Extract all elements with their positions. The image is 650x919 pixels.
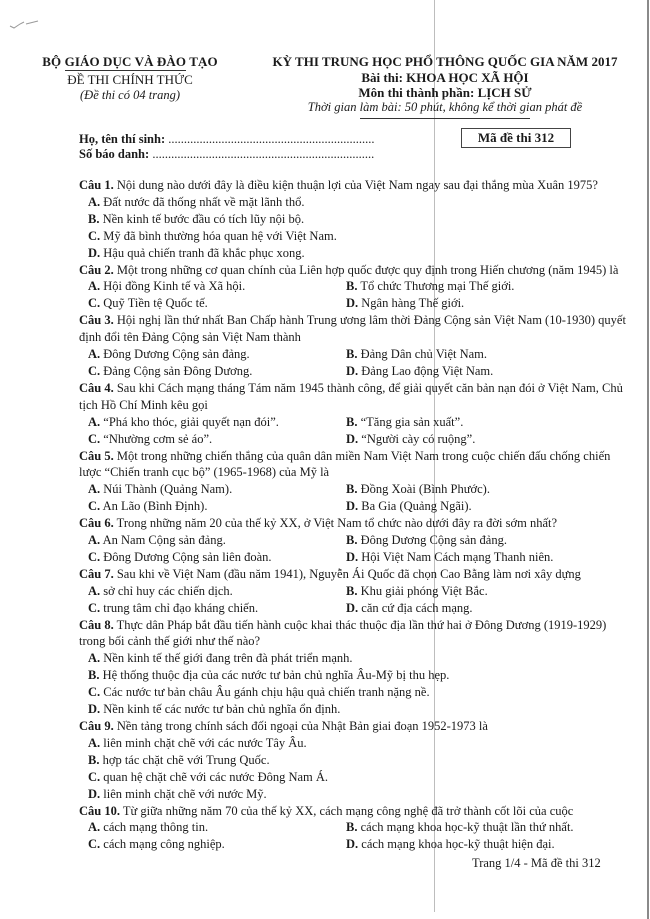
- question-text: Hội nghị lần thứ nhất Ban Chấp hành Trung ương lâm thời Đảng Cộng sản Việt Nam (10-1930) quyết định đổi tên Đảng Cộng sản Việt Nam thành: [79, 313, 626, 345]
- option-letter: D.: [346, 296, 359, 311]
- option-a: [79, 194, 627, 211]
- official-label: ĐỀ THI CHÍNH THỨC: [67, 72, 193, 87]
- option-letter: C.: [88, 499, 101, 514]
- option-b: [346, 278, 604, 295]
- option-letter: A.: [88, 820, 101, 835]
- option-row: [79, 363, 627, 380]
- option-letter: D.: [88, 786, 101, 801]
- page-footer: Trang 1/4 - Mã đề thi 312: [472, 856, 601, 870]
- option-c: [79, 769, 627, 786]
- option-letter: D.: [346, 549, 359, 564]
- pages-note: (Đề thi có 04 trang): [80, 88, 180, 102]
- option-text: Hội Việt Nam Cách mạng Thanh niên.: [358, 549, 554, 564]
- option-d: [346, 836, 604, 853]
- option-text: “Tăng gia sản xuất”.: [357, 414, 464, 429]
- option-row: [79, 549, 627, 566]
- question-2: [79, 262, 627, 313]
- option-b: [79, 211, 627, 228]
- option-letter: D.: [346, 837, 359, 852]
- option-text: hợp tác chặt chẽ với Trung Quốc.: [99, 752, 270, 767]
- question-stem: [79, 718, 627, 735]
- question-stem: [79, 262, 627, 279]
- option-b: [346, 346, 604, 363]
- ministry-underlined: GIÁO DỤC VÀ ĐÀO: [64, 54, 187, 69]
- candidate-name-label: Họ, tên thí sinh:: [79, 132, 166, 146]
- question-3: [79, 312, 627, 380]
- option-c: [79, 431, 346, 448]
- option-letter: D.: [346, 600, 359, 615]
- question-number: Câu 3.: [79, 313, 114, 328]
- option-letter: D.: [88, 702, 101, 717]
- question-number: Câu 1.: [79, 178, 114, 192]
- option-letter: B.: [346, 279, 358, 294]
- option-text: Đảng Cộng sản Đông Dương.: [100, 363, 253, 378]
- subject: Môn thi thành phần: LỊCH SỬ: [358, 85, 532, 100]
- option-text: Nền kinh tế các nước tư bản chủ nghĩa ổn định.: [100, 702, 341, 717]
- question-stem: [79, 803, 627, 820]
- page-edge: [647, 0, 649, 919]
- option-d: [79, 245, 627, 262]
- question-text: Nội dung nào dưới đây là điều kiện thuận lợi của Việt Nam ngay sau đại thắng mùa Xuân 1975?: [113, 178, 598, 192]
- option-letter: B.: [88, 668, 100, 683]
- option-letter: C.: [88, 363, 101, 378]
- question-text: Sau khi về Việt Nam (đầu năm 1941), Nguyễn Ái Quốc đã chọn Cao Bằng làm nơi xây dựng: [113, 566, 581, 581]
- option-c: [79, 600, 346, 617]
- option-row: [79, 819, 627, 836]
- option-letter: D.: [346, 499, 359, 514]
- option-text: Ngân hàng Thế giới.: [358, 296, 465, 311]
- option-row: [79, 836, 627, 853]
- option-text: Hệ thống thuộc địa của các nước tư bản chủ nghĩa Âu-Mỹ bị thu hẹp.: [99, 668, 450, 683]
- option-c: [79, 295, 346, 312]
- ministry-header: [30, 54, 230, 103]
- pen-mark: [8, 18, 48, 30]
- option-letter: B.: [346, 414, 358, 429]
- option-text: Nền kinh tế bước đầu có tích lũy nội bộ.: [99, 211, 305, 226]
- question-list: [79, 177, 627, 853]
- option-c: [79, 549, 346, 566]
- option-a: [79, 532, 346, 549]
- option-text: cách mạng khoa học-kỹ thuật hiện đại.: [358, 837, 555, 852]
- candidate-info: [79, 132, 375, 162]
- option-a: [79, 650, 627, 667]
- option-letter: C.: [88, 600, 101, 615]
- option-letter: D.: [88, 245, 101, 260]
- option-c: [79, 228, 627, 245]
- option-text: Khu giải phóng Việt Bắc.: [357, 583, 488, 598]
- option-letter: A.: [88, 279, 101, 294]
- question-7: [79, 566, 627, 617]
- option-d: [79, 701, 627, 718]
- question-number: Câu 7.: [79, 566, 114, 581]
- option-c: [79, 363, 346, 380]
- option-letter: C.: [88, 769, 101, 784]
- option-text: An Lão (Bình Định).: [100, 499, 208, 514]
- question-number: Câu 4.: [79, 380, 114, 395]
- question-8: [79, 617, 627, 718]
- option-letter: A.: [88, 533, 101, 548]
- header-rule: [360, 118, 530, 119]
- option-text: An Nam Cộng sản đảng.: [100, 533, 226, 548]
- exam-header: [260, 54, 630, 119]
- question-5: [79, 448, 627, 516]
- option-row: [79, 583, 627, 600]
- option-letter: D.: [346, 431, 359, 446]
- option-a: [79, 481, 346, 498]
- option-b: [346, 819, 604, 836]
- question-stem: [79, 448, 627, 482]
- candidate-name-line: [79, 132, 375, 147]
- question-number: Câu 10.: [79, 803, 120, 818]
- option-letter: B.: [346, 347, 358, 362]
- option-text: cách mạng thông tin.: [100, 820, 209, 835]
- question-number: Câu 8.: [79, 617, 114, 632]
- option-text: Quỹ Tiền tệ Quốc tế.: [100, 296, 208, 311]
- option-text: cách mạng khoa học-kỹ thuật lần thứ nhất.: [357, 820, 574, 835]
- option-a: [79, 346, 346, 363]
- option-letter: D.: [346, 363, 359, 378]
- option-text: cách mạng công nghiệp.: [100, 837, 225, 852]
- option-text: Đồng Xoài (Bình Phước).: [357, 482, 490, 497]
- option-c: [79, 684, 627, 701]
- question-number: Câu 5.: [79, 448, 114, 463]
- option-text: Núi Thành (Quảng Nam).: [100, 482, 233, 497]
- option-text: Đảng Lao động Việt Nam.: [358, 363, 494, 378]
- option-text: Ba Gia (Quảng Ngãi).: [358, 499, 472, 514]
- option-letter: B.: [346, 583, 358, 598]
- option-b: [346, 414, 604, 431]
- option-text: liên minh chặt chẽ với nước Mỹ.: [100, 786, 267, 801]
- option-text: Đông Dương Cộng sản đảng.: [357, 533, 507, 548]
- option-letter: A.: [88, 194, 101, 209]
- option-text: Các nước tư bản châu Âu gánh chịu hậu quả chiến tranh nặng nề.: [100, 685, 430, 700]
- question-stem: [79, 566, 627, 583]
- option-text: quan hệ chặt chẽ với các nước Đông Nam Á.: [100, 769, 329, 784]
- option-row: [79, 481, 627, 498]
- question-text: Trong những năm 20 của thế kỷ XX, ở Việt Nam tổ chức nào dưới đây ra đời sớm nhất?: [113, 516, 558, 531]
- option-text: sở chỉ huy các chiến dịch.: [100, 583, 233, 598]
- test-name: Bài thi: KHOA HỌC XÃ HỘI: [361, 70, 529, 85]
- question-9: [79, 718, 627, 803]
- question-stem: [79, 515, 627, 532]
- option-letter: B.: [88, 211, 100, 226]
- option-c: [79, 498, 346, 515]
- option-text: Đông Dương Cộng sản đảng.: [100, 347, 250, 362]
- option-b: [79, 667, 627, 684]
- option-letter: A.: [88, 414, 101, 429]
- option-text: Tổ chức Thương mại Thế giới.: [357, 279, 515, 294]
- option-text: Hội đồng Kinh tế và Xã hội.: [100, 279, 246, 294]
- candidate-id-line: [79, 147, 375, 162]
- option-a: [79, 819, 346, 836]
- candidate-name-field[interactable]: ..................................................................: [165, 132, 375, 146]
- option-a: [79, 583, 346, 600]
- option-letter: B.: [346, 533, 358, 548]
- question-text: Một trong những chiến thắng của quân dân miền Nam Việt Nam trong cuộc chiến đấu chống chiến lược “Chiến tranh cục bộ” (1965-1968) của Mỹ là: [79, 448, 611, 480]
- option-text: Mỹ đã bình thường hóa quan hệ với Việt Nam.: [100, 228, 337, 243]
- question-text: Thực dân Pháp bắt đầu tiến hành cuộc khai thác thuộc địa lần thứ hai ở Đông Dương (1919-1929) trong bối cảnh thế giới như thế nào?: [79, 617, 607, 649]
- option-row: [79, 346, 627, 363]
- option-row: [79, 414, 627, 431]
- option-d: [346, 600, 604, 617]
- question-number: Câu 2.: [79, 262, 114, 277]
- ministry-name: [30, 54, 230, 70]
- candidate-id-label: Số báo danh:: [79, 147, 150, 161]
- option-letter: A.: [88, 347, 101, 362]
- question-text: Sau khi Cách mạng tháng Tám năm 1945 thành công, để giải quyết căn bản nạn đói ở Việt Nam, Chủ tịch Hồ Chí Minh kêu gọi: [79, 380, 623, 412]
- option-text: Đảng Dân chủ Việt Nam.: [357, 347, 488, 362]
- option-b: [346, 481, 604, 498]
- question-number: Câu 9.: [79, 719, 114, 733]
- option-letter: C.: [88, 837, 101, 852]
- question-1: [79, 177, 627, 262]
- option-text: trung tâm chỉ đạo kháng chiến.: [100, 600, 259, 615]
- option-text: “Người cày có ruộng”.: [358, 431, 476, 446]
- option-d: [346, 431, 604, 448]
- option-row: [79, 498, 627, 515]
- option-d: [346, 549, 604, 566]
- option-letter: C.: [88, 549, 101, 564]
- option-text: “Phá kho thóc, giải quyết nạn đói”.: [100, 414, 279, 429]
- option-text: liên minh chặt chẽ với các nước Tây Âu.: [100, 735, 307, 750]
- option-letter: C.: [88, 296, 101, 311]
- option-letter: A.: [88, 735, 101, 750]
- question-text: Một trong những cơ quan chính của Liên hợp quốc được quy định trong Hiến chương (năm 1945) là: [113, 262, 619, 277]
- question-stem: [79, 312, 627, 346]
- option-row: [79, 600, 627, 617]
- option-a: [79, 735, 627, 752]
- option-text: Hậu quả chiến tranh đã khắc phục xong.: [100, 245, 305, 260]
- option-row: [79, 295, 627, 312]
- question-4: [79, 380, 627, 448]
- exam-code-box: Mã đề thi 312: [461, 128, 571, 148]
- option-letter: B.: [346, 820, 358, 835]
- question-text: Nền tảng trong chính sách đối ngoại của Nhật Bản giai đoạn 1952-1973 là: [113, 719, 488, 733]
- option-text: Đông Dương Cộng sản liên đoàn.: [100, 549, 272, 564]
- option-b: [79, 752, 627, 769]
- question-number: Câu 6.: [79, 516, 114, 531]
- option-letter: C.: [88, 431, 101, 446]
- option-b: [346, 583, 604, 600]
- question-stem: [79, 617, 627, 651]
- option-b: [346, 532, 604, 549]
- option-d: [346, 363, 604, 380]
- option-d: [346, 498, 604, 515]
- option-c: [79, 836, 346, 853]
- option-letter: B.: [88, 752, 100, 767]
- option-a: [79, 414, 346, 431]
- option-row: [79, 532, 627, 549]
- question-text: Từ giữa những năm 70 của thế kỷ XX, cách mạng công nghệ đã trở thành cốt lõi của cuộc: [119, 803, 574, 818]
- option-letter: A.: [88, 583, 101, 598]
- option-text: Nền kinh tế thế giới đang trên đà phát triển mạnh.: [100, 651, 353, 666]
- ministry-suffix: TẠO: [186, 54, 218, 69]
- option-letter: B.: [346, 482, 358, 497]
- question-6: [79, 515, 627, 566]
- option-row: [79, 431, 627, 448]
- question-stem: [79, 177, 627, 194]
- option-letter: C.: [88, 685, 101, 700]
- exam-title: KỲ THI TRUNG HỌC PHỔ THÔNG QUỐC GIA NĂM 2017: [272, 54, 618, 69]
- option-text: “Nhường cơm sẻ áo”.: [100, 431, 213, 446]
- option-row: [79, 278, 627, 295]
- time-note: Thời gian làm bài: 50 phút, không kể thời gian phát đề: [307, 100, 583, 114]
- ministry-prefix: BỘ: [42, 54, 65, 69]
- option-d: [346, 295, 604, 312]
- question-stem: [79, 380, 627, 414]
- option-letter: C.: [88, 228, 101, 243]
- option-text: Đất nước đã thống nhất về mặt lãnh thổ.: [100, 194, 305, 209]
- option-a: [79, 278, 346, 295]
- question-10: [79, 803, 627, 854]
- option-letter: A.: [88, 482, 101, 497]
- candidate-id-field[interactable]: .......................................................................: [149, 147, 375, 161]
- option-d: [79, 786, 627, 803]
- option-letter: A.: [88, 651, 101, 666]
- option-text: căn cứ địa cách mạng.: [358, 600, 473, 615]
